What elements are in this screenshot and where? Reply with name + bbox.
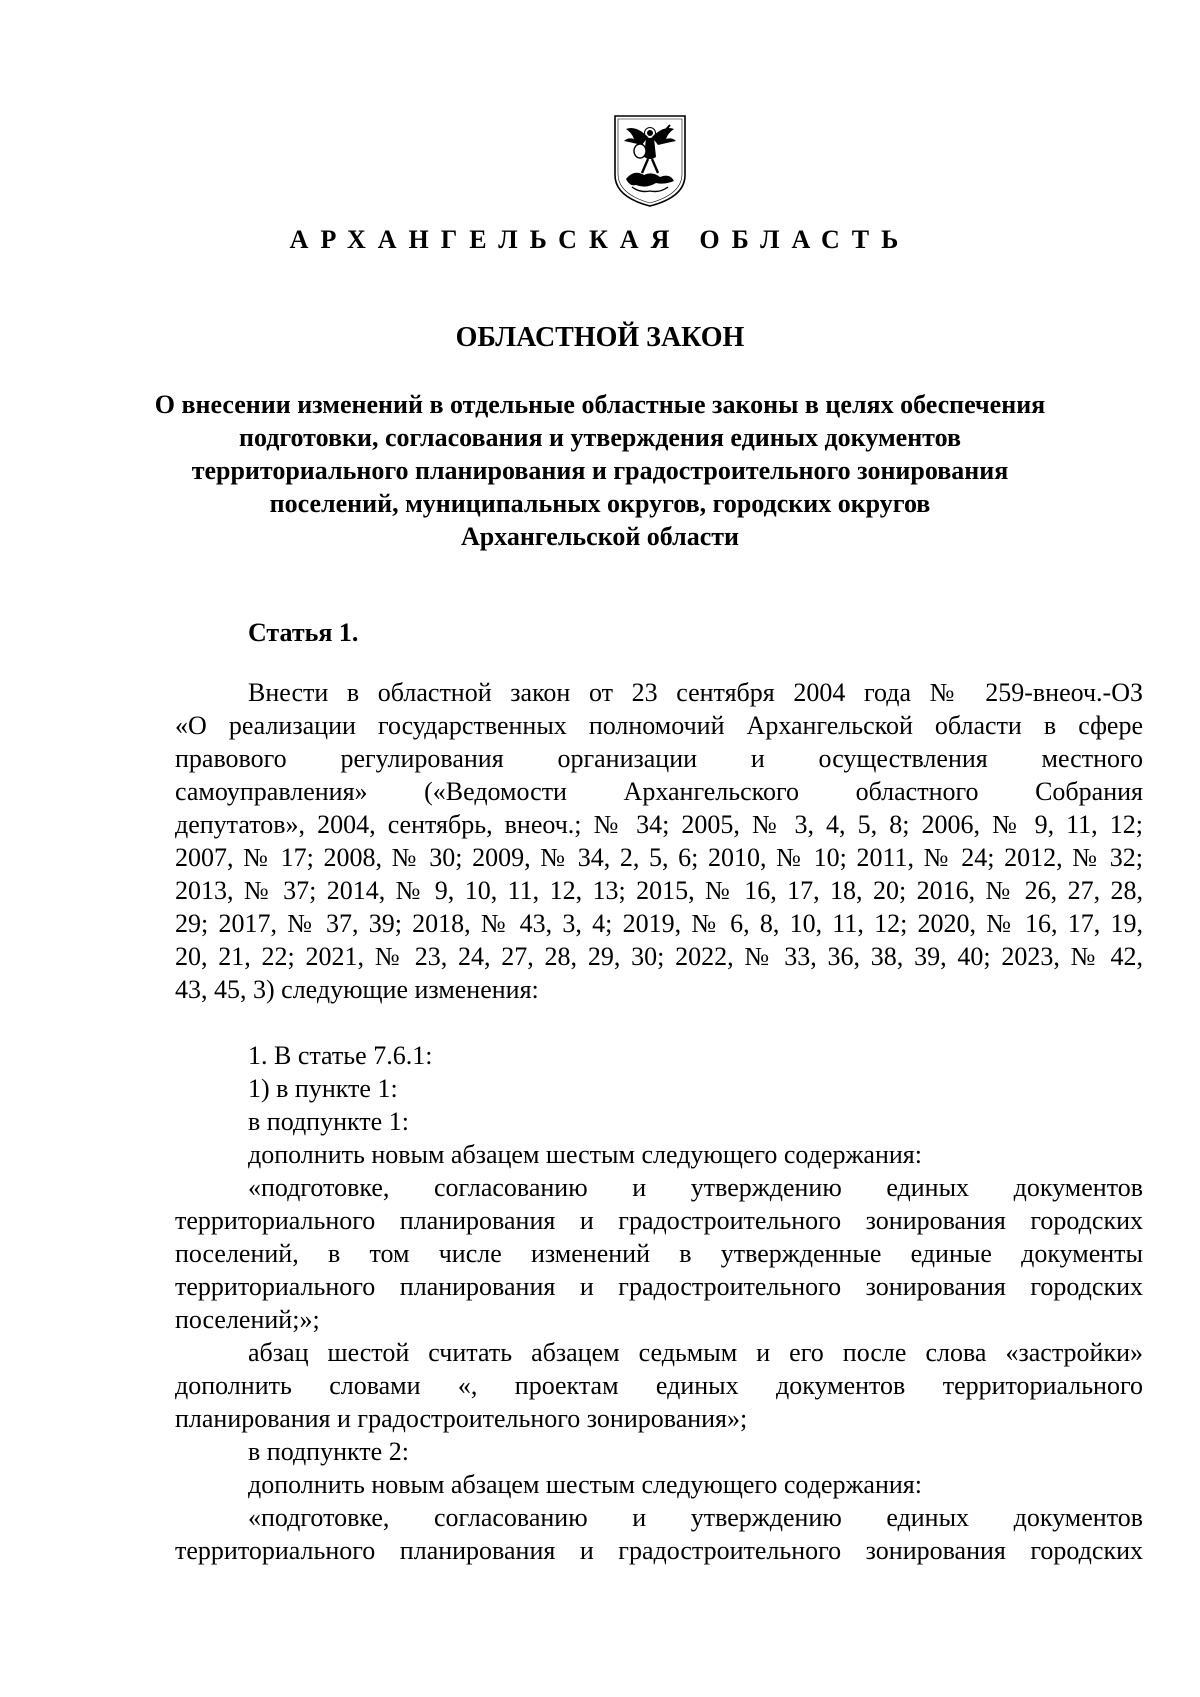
law-title-line: О внесении изменений в отдельные областные законы в целях обеспечения <box>154 390 1046 419</box>
region-word-1: АРХАНГЕЛЬСКАЯ <box>289 225 682 254</box>
intro-line: 20, 21, 22; 2021, № 23, 24, 27, 28, 29, 30; 2022, № 33, 36, 38, 39, 40; 2023, № 42, <box>175 942 1143 971</box>
quote-2-line: «подготовке, согласованию и утверждению единых документов <box>248 1503 1143 1532</box>
intro-line: «О реализации государственных полномочий Архангельской области в сфере <box>175 711 1143 740</box>
article-body <box>175 676 1143 1567</box>
subitem-1: в подпункте 1: <box>248 1107 409 1136</box>
law-title-line: территориального планирования и градостроительного зонирования <box>191 456 1009 485</box>
quote-1-line: поселений;»; <box>175 1305 320 1334</box>
law-title-line: подготовки, согласования и утверждения единых документов <box>238 423 961 452</box>
intro-line: самоуправления» («Ведомости Архангельского областного Собрания <box>175 777 1143 806</box>
add-paragraph-2: дополнить новым абзацем шестым следующего содержания: <box>248 1470 922 1499</box>
item-1: 1. В статье 7.6.1: <box>248 1041 433 1070</box>
quote-1-line: «подготовке, согласованию и утверждению единых документов <box>248 1173 1143 1202</box>
region-word-2: ОБЛАСТЬ <box>699 225 911 254</box>
law-title-line: Архангельской области <box>460 522 740 551</box>
quote-1-line: территориального планирования и градостроительного зонирования городских <box>175 1206 1143 1235</box>
quote-2-line: территориального планирования и градостроительного зонирования городских <box>175 1536 1143 1565</box>
subitem-2: в подпункте 2: <box>248 1437 409 1466</box>
add-paragraph-1: дополнить новым абзацем шестым следующего содержания: <box>248 1140 922 1169</box>
paragraph-six-line: дополнить словами «, проектам единых документов территориального <box>175 1371 1143 1400</box>
intro-line: 43, 45, 3) следующие изменения: <box>175 975 539 1004</box>
article-heading: Статья 1. <box>248 618 359 647</box>
quote-1-line: поселений, в том числе изменений в утвержденные единые документы <box>175 1239 1143 1268</box>
intro-line: 2007, № 17; 2008, № 30; 2009, № 34, 2, 5, 6; 2010, № 10; 2011, № 24; 2012, № 32; <box>175 843 1143 872</box>
intro-line: Внести в областной закон от 23 сентября 2004 года № 259-внеоч.-ОЗ <box>248 678 1143 707</box>
law-title <box>150 388 1050 553</box>
paragraph-six-line: абзац шестой считать абзацем седьмым и его после слова «застройки» <box>248 1338 1143 1367</box>
law-title-line: поселений, муниципальных округов, городских округов <box>269 489 931 518</box>
arkhangelsk-coat-of-arms-icon <box>612 113 688 209</box>
intro-line: правового регулирования организации и осуществления местного <box>175 744 1143 773</box>
item-1-1: 1) в пункте 1: <box>248 1074 398 1103</box>
intro-line: 29; 2017, № 37, 39; 2018, № 43, 3, 4; 2019, № 6, 8, 10, 11, 12; 2020, № 16, 17, 19, <box>175 909 1143 938</box>
law-type-heading: ОБЛАСТНОЙ ЗАКОН <box>455 322 745 353</box>
intro-line: 2013, № 37; 2014, № 9, 10, 11, 12, 13; 2015, № 16, 17, 18, 20; 2016, № 26, 27, 28, <box>175 876 1143 905</box>
quote-1-line: территориального планирования и градостроительного зонирования городских <box>175 1272 1143 1301</box>
paragraph-six-line: планирования и градостроительного зонирования»; <box>175 1404 748 1433</box>
region-name <box>0 225 1200 255</box>
intro-line: депутатов», 2004, сентябрь, внеоч.; № 34; 2005, № 3, 4, 5, 8; 2006, № 9, 11, 12; <box>175 810 1143 839</box>
